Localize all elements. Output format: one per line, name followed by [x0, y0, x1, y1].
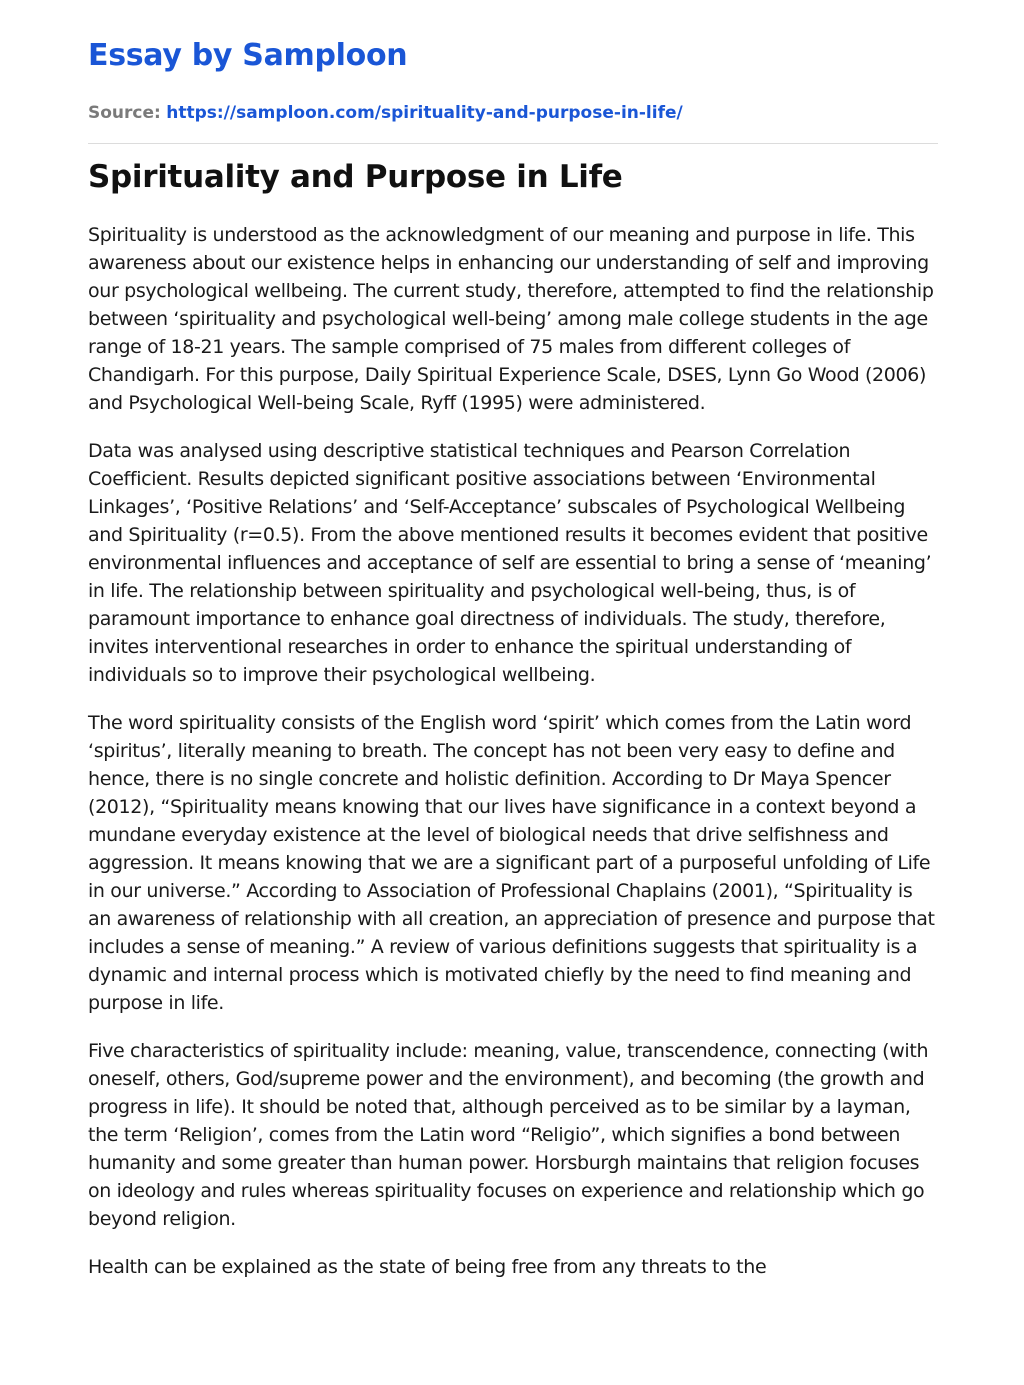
paragraph: Five characteristics of spirituality include: meaning, value, transcendence, connecting (with oneself, others, God/supreme power and the environment), and becoming (the growth and progress in life). It should be noted that, although perceived as to be similar by a layman, the term ‘Religion’, comes from the Latin word “Religio”, which signifies a bond between humanity and some greater than human power. Horsburgh maintains that religion focuses on ideology and rules whereas spirituality focuses on experience and relationship which go beyond religion. — [88, 1040, 929, 1230]
essay-body — [88, 221, 938, 1301]
source-label: Source: — [88, 103, 161, 123]
header-divider — [88, 143, 938, 144]
source-link[interactable]: https://samploon.com/spirituality-and-purpose-in-life/ — [166, 103, 683, 123]
paragraph: Health can be explained as the state of being free from any threats to the — [88, 1256, 767, 1278]
paragraph: Data was analysed using descriptive statistical techniques and Pearson Correlation Coefficient. Results depicted significant positive associations between ‘Environmental Linkages’, ‘Positive Relations’ and ‘Self-Acceptance’ subscales of Psychological Wellbeing and Spirituality (r=0.5). From the above mentioned results it becomes evident that positive environmental influences and acceptance of self are essential to bring a sense of ‘meaning’ in life. The relationship between spirituality and psychological well-being, thus, is of paramount importance to enhance goal directness of individuals. The study, therefore, invites interventional researches in order to enhance the spiritual understanding of individuals so to improve their psychological wellbeing. — [88, 440, 932, 686]
paragraph: The word spirituality consists of the English word ‘spirit’ which comes from the Latin word ‘spiritus’, literally meaning to breath. The concept has not been very easy to define and hence, there is no single concrete and holistic definition. According to Dr Maya Spencer (2012), “Spirituality means knowing that our lives have significance in a context beyond a mundane everyday existence at the level of biological needs that drive selfishness and aggression. It means knowing that we are a significant part of a purposeful unfolding of Life in our universe.” According to Association of Professional Chaplains (2001), “Spirituality is an awareness of relationship with all creation, an appreciation of presence and purpose that includes a sense of meaning.” A review of various definitions suggests that spirituality is a dynamic and internal process which is motivated chiefly by the need to find meaning and purpose in life. — [88, 712, 935, 1014]
paragraph: Spirituality is understood as the acknowledgment of our meaning and purpose in life. This awareness about our existence helps in enhancing our understanding of self and improving our psychological wellbeing. The current study, therefore, attempted to find the relationship between ‘spirituality and psychological well-being’ among male college students in the age range of 18-21 years. The sample comprised of 75 males from different colleges of Chandigarh. For this purpose, Daily Spiritual Experience Scale, DSES, Lynn Go Wood (2006) and Psychological Well-being Scale, Ryff (1995) were administered. — [88, 224, 934, 414]
brand-title: Essay by Samploon — [88, 38, 408, 73]
essay-title: Spirituality and Purpose in Life — [88, 159, 623, 195]
source-line — [88, 101, 683, 125]
